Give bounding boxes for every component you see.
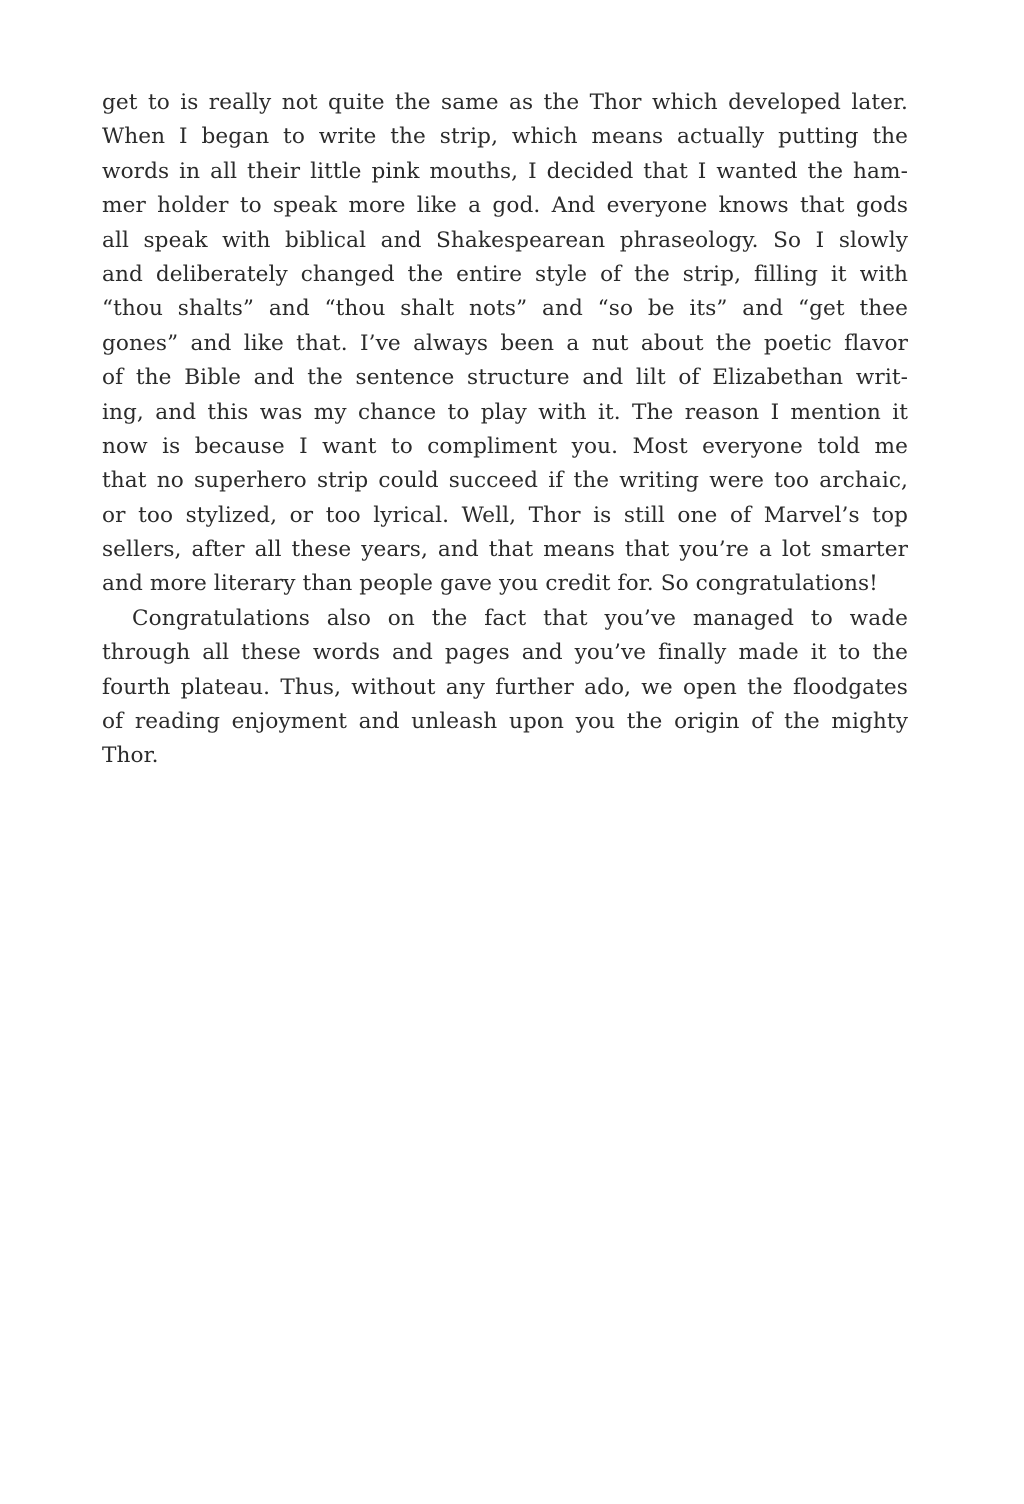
text-line: of the Bible and the sentence structure and lilt of Elizabethan writ-: [102, 365, 908, 391]
text-line: ing, and this was my chance to play with it. The reason I mention it: [102, 399, 908, 425]
text-line: Congratulations also on the fact that you’ve managed to wade: [132, 605, 908, 631]
text-line: or too stylized, or too lyrical. Well, Thor is still one of Marvel’s top: [102, 502, 908, 528]
text-line: through all these words and pages and you’ve finally made it to the: [102, 640, 908, 666]
paragraph: [102, 602, 908, 774]
text-line: fourth plateau. Thus, without any further ado, we open the floodgates: [102, 674, 908, 700]
text-line: now is because I want to compliment you. Most everyone told me: [102, 433, 908, 459]
text-line: and deliberately changed the entire style of the strip, filling it with: [102, 261, 908, 287]
text-line: “thou shalts” and “thou shalt nots” and “so be its” and “get thee: [102, 296, 908, 322]
text-line: get to is really not quite the same as the Thor which developed later.: [102, 90, 908, 115]
text-line: and more literary than people gave you credit for. So congratulations!: [102, 571, 878, 597]
text-line: Thor.: [102, 743, 159, 769]
text-line: all speak with biblical and Shakespearean phraseology. So I slowly: [102, 227, 908, 253]
text-line: sellers, after all these years, and that means that you’re a lot smarter: [102, 537, 908, 563]
text-line: that no superhero strip could succeed if the writing were too archaic,: [102, 468, 908, 494]
text-line: When I began to write the strip, which means actually putting the: [102, 124, 908, 150]
text-line: words in all their little pink mouths, I decided that I wanted the ham-: [102, 158, 908, 184]
text-line: mer holder to speak more like a god. And everyone knows that gods: [102, 193, 908, 219]
text-line: of reading enjoyment and unleash upon you the origin of the mighty: [102, 709, 908, 735]
text-line: gones” and like that. I’ve always been a nut about the poetic flavor: [102, 330, 908, 356]
body-text: [102, 86, 908, 774]
paragraph: [102, 86, 908, 602]
